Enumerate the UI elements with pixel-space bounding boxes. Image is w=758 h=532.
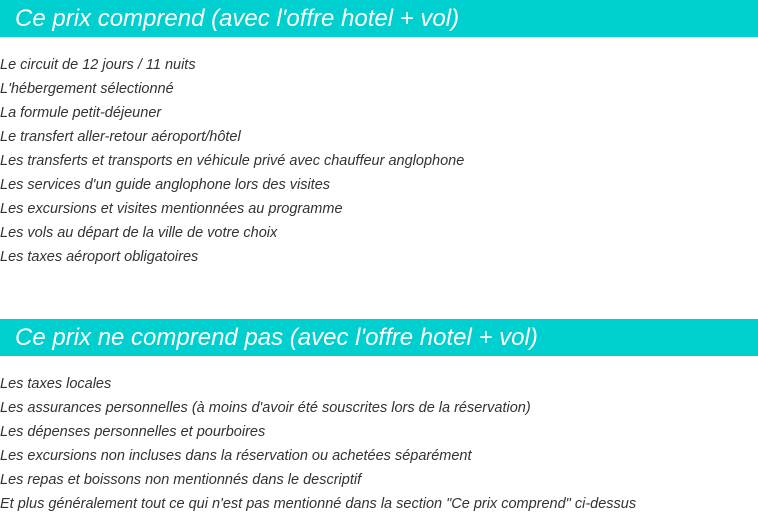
price-excludes-section [0, 319, 758, 516]
price-includes-title: Ce prix comprend (avec l'offre hotel + vol) [15, 4, 460, 32]
list-item: Le circuit de 12 jours / 11 nuits [0, 57, 196, 73]
list-item: Les assurances personnelles (à moins d'avoir été souscrites lors de la réservation) [0, 400, 531, 416]
price-includes-banner [0, 0, 758, 37]
list-item: Les vols au départ de la ville de votre choix [0, 225, 278, 241]
list-item: La formule petit-déjeuner [0, 105, 162, 121]
list-item: Les dépenses personnelles et pourboires [0, 424, 266, 440]
price-includes-list [0, 53, 758, 269]
list-item: Les services d'un guide anglophone lors des visites [0, 177, 331, 193]
list-item: Les taxes aéroport obligatoires [0, 249, 199, 265]
list-item: Les taxes locales [0, 376, 112, 392]
list-item: Et plus généralement tout ce qui n'est pas mentionné dans la section "Ce prix comprend" ci-dessus [0, 496, 637, 512]
list-item: Le transfert aller-retour aéroport/hôtel [0, 129, 241, 145]
list-item: Les repas et boissons non mentionnés dans le descriptif [0, 472, 362, 488]
price-excludes-title: Ce prix ne comprend pas (avec l'offre hotel + vol) [15, 323, 538, 351]
price-excludes-banner [0, 319, 758, 356]
price-excludes-list [0, 372, 758, 516]
list-item: Les transferts et transports en véhicule privé avec chauffeur anglophone [0, 153, 465, 169]
list-item: L'hébergement sélectionné [0, 81, 174, 97]
list-item: Les excursions et visites mentionnées au programme [0, 201, 343, 217]
list-item: Les excursions non incluses dans la réservation ou achetées séparément [0, 448, 472, 464]
